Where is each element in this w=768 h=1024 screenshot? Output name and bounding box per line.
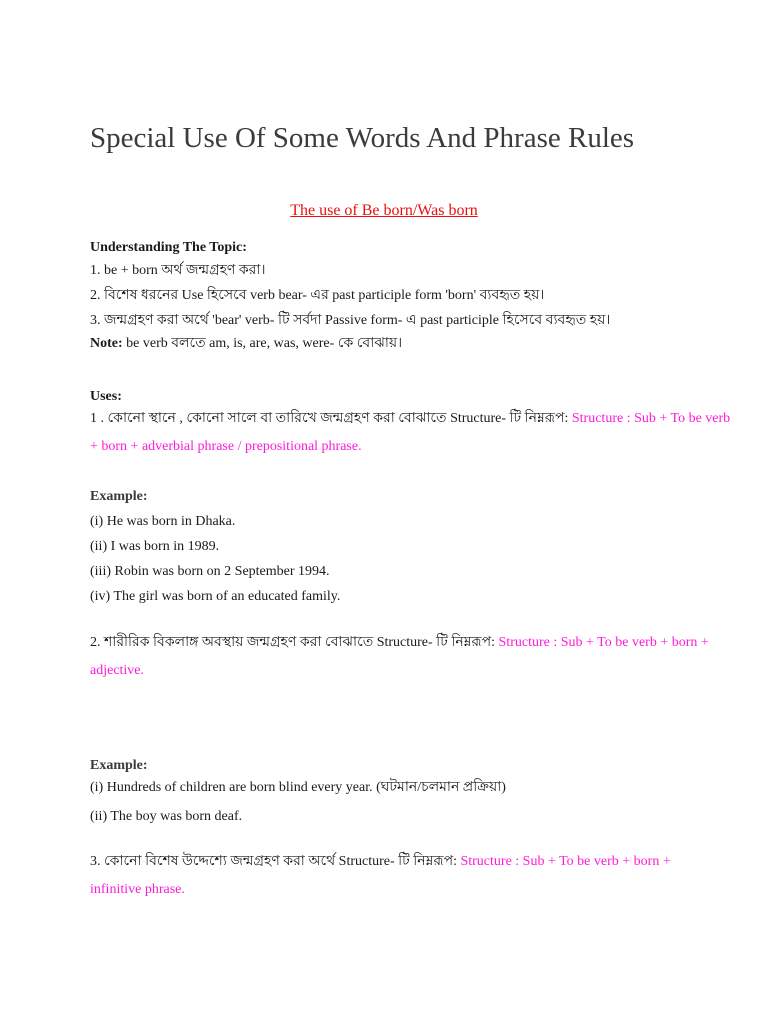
note-text: be verb বলতে am, is, are, was, were- কে বোঝায়। (122, 336, 403, 351)
example-1-item-4: (iv) The girl was born of an educated family. (90, 589, 341, 604)
use-2-line (90, 635, 709, 652)
example-2-heading: Example: (90, 758, 148, 773)
use-1-text: 1 . কোনো স্থানে , কোনো সালে বা তারিখে জন্মগ্রহণ করা বোঝাতে Structure- টি নিম্নরূপ: (90, 411, 572, 426)
example-2-item-2: (ii) The boy was born deaf. (90, 809, 243, 824)
use-1-line (90, 411, 730, 428)
note-line (90, 336, 402, 353)
use-3-line (90, 854, 671, 871)
understanding-item-2: 2. বিশেষ ধরনের Use হিসেবে verb bear- এর past participle form 'born' ব্যবহৃত হয়। (90, 288, 545, 303)
understanding-item-1: 1. be + born অর্থ জন্মগ্রহণ করা। (90, 263, 266, 278)
use-1-structure: Structure : Sub + To be verb (571, 411, 731, 426)
example-1-item-1: (i) He was born in Dhaka. (90, 514, 236, 529)
understanding-heading: Understanding The Topic: (90, 240, 247, 255)
use-1-structure-cont: + born + adverbial phrase / prepositional phrase. (90, 439, 362, 454)
example-1-heading: Example: (90, 489, 148, 504)
example-2-item-1: (i) Hundreds of children are born blind every year. (ঘটমান/চলমান প্রক্রিয়া) (90, 780, 506, 795)
use-2-text: 2. শারীরিক বিকলাঙ্গ অবস্থায় জন্মগ্রহণ করা বোঝাতে Structure- টি নিম্নরূপ: (90, 635, 499, 650)
uses-heading: Uses: (90, 389, 122, 404)
understanding-item-3: 3. জন্মগ্রহণ করা অর্থে 'bear' verb- টি সর্বদা Passive form- এ past participle হিসেবে ব্যবহৃত হয়। (90, 313, 611, 328)
example-1-item-2: (ii) I was born in 1989. (90, 539, 220, 554)
use-2-structure: Structure : Sub + To be verb + born + (498, 635, 709, 650)
example-1-item-3: (iii) Robin was born on 2 September 1994. (90, 564, 330, 579)
use-3-structure-cont: infinitive phrase. (90, 882, 185, 897)
use-3-text: 3. কোনো বিশেষ উদ্দেশ্যে জন্মগ্রহণ করা অর্থে Structure- টি নিম্নরূপ: (90, 854, 461, 869)
use-3-structure: Structure : Sub + To be verb + born + (460, 854, 671, 869)
note-label: Note: (90, 336, 123, 351)
use-2-structure-cont: adjective. (90, 663, 145, 678)
section-subtitle: The use of Be born/Was born (290, 202, 478, 219)
page-title: Special Use Of Some Words And Phrase Rules (90, 122, 635, 154)
